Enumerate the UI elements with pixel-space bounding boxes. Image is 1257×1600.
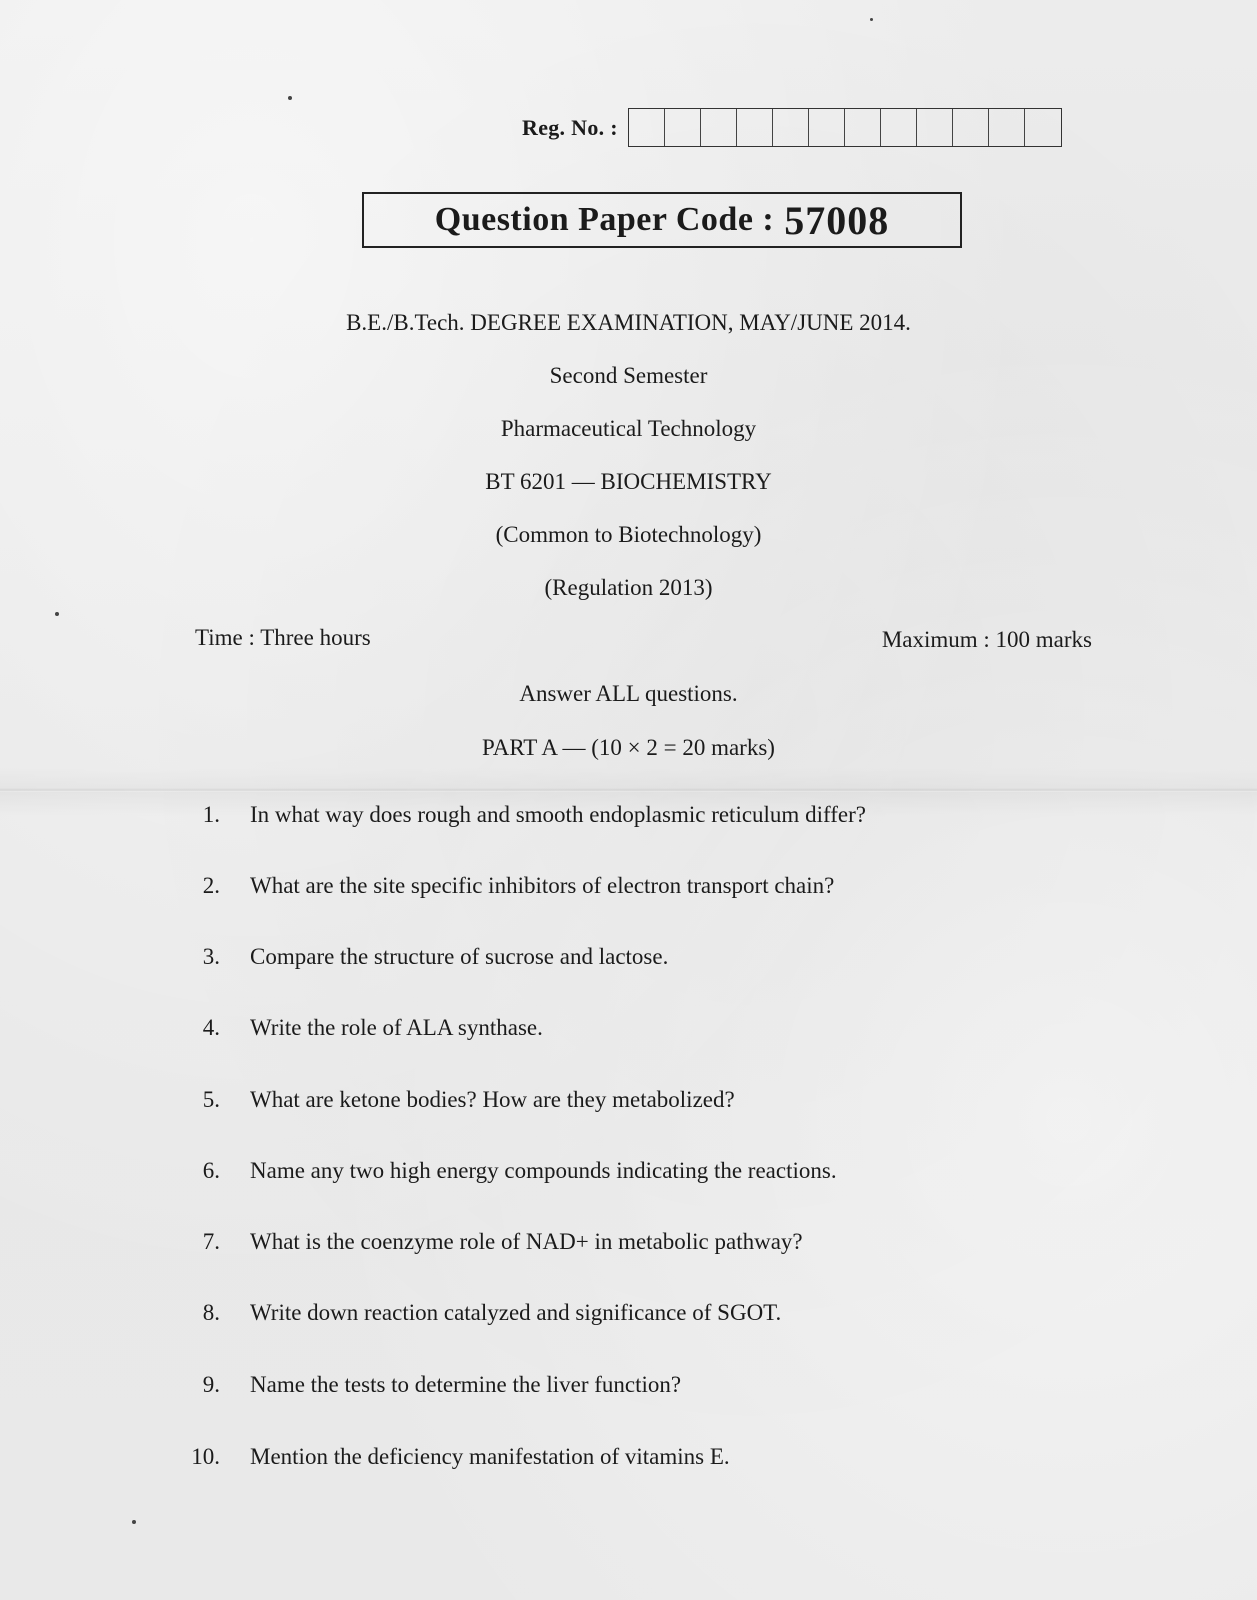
paper-code-label: Question Paper Code : — [434, 201, 775, 238]
question-item — [180, 1444, 1180, 1470]
question-text: In what way does rough and smooth endoplasmic reticulum differ? — [250, 802, 866, 827]
question-item — [180, 873, 1180, 899]
question-item — [180, 1087, 1180, 1113]
paper-speck — [870, 18, 873, 21]
registration-digit-box[interactable] — [701, 109, 737, 146]
department: Pharmaceutical Technology — [500, 416, 757, 441]
question-text: Name any two high energy compounds indicating the reactions. — [250, 1158, 837, 1183]
question-text: Write down reaction catalyzed and significance of SGOT. — [250, 1300, 782, 1325]
registration-label: Reg. No. : — [522, 114, 618, 140]
paper-code-value: 57008 — [784, 197, 890, 243]
question-number: 5. — [202, 1087, 220, 1112]
question-text: Name the tests to determine the liver function? — [250, 1372, 682, 1397]
question-item — [180, 1015, 1180, 1041]
question-text: What is the coenzyme role of NAD+ in metabolic pathway? — [250, 1229, 803, 1254]
semester: Second Semester — [549, 363, 708, 388]
question-number: 7. — [202, 1229, 220, 1254]
question-paper-code-box — [362, 192, 962, 248]
question-number: 8. — [202, 1300, 220, 1325]
exam-title: B.E./B.Tech. DEGREE EXAMINATION, MAY/JUNE 2014. — [346, 310, 911, 335]
registration-digit-box[interactable] — [917, 109, 953, 146]
registration-digit-box[interactable] — [629, 109, 665, 146]
registration-digit-box[interactable] — [881, 109, 917, 146]
paper-speck — [288, 96, 292, 100]
paper-fold-crease — [0, 788, 1257, 792]
part-a-heading: PART A — (10 × 2 = 20 marks) — [482, 735, 775, 760]
question-text: Mention the deficiency manifestation of vitamins E. — [250, 1444, 730, 1469]
registration-digit-box[interactable] — [1025, 109, 1061, 146]
instruction: Answer ALL questions. — [519, 681, 738, 706]
registration-digit-box[interactable] — [953, 109, 989, 146]
question-item — [180, 1300, 1180, 1326]
registration-boxes — [628, 108, 1062, 147]
paper-speck — [132, 1520, 136, 1524]
question-text: What are ketone bodies? How are they metabolized? — [250, 1087, 735, 1112]
registration-digit-box[interactable] — [665, 109, 701, 146]
exam-duration: Time : Three hours — [195, 625, 371, 650]
question-number: 10. — [191, 1444, 220, 1469]
question-item — [180, 944, 1180, 970]
registration-number — [522, 108, 1062, 147]
registration-digit-box[interactable] — [773, 109, 809, 146]
question-item — [180, 1158, 1180, 1184]
registration-digit-box[interactable] — [737, 109, 773, 146]
question-number: 9. — [202, 1372, 220, 1397]
registration-digit-box[interactable] — [809, 109, 845, 146]
maximum-marks: Maximum : 100 marks — [881, 627, 1092, 652]
question-text: What are the site specific inhibitors of electron transport chain? — [250, 873, 835, 898]
question-item — [180, 802, 1180, 828]
question-number: 1. — [202, 802, 220, 827]
registration-digit-box[interactable] — [845, 109, 881, 146]
course-title: BT 6201 — BIOCHEMISTRY — [485, 469, 772, 494]
question-number: 3. — [202, 944, 220, 969]
question-number: 2. — [202, 873, 220, 898]
paper-speck — [55, 612, 59, 616]
question-item — [180, 1229, 1180, 1255]
registration-digit-box[interactable] — [989, 109, 1025, 146]
question-item — [180, 1372, 1180, 1398]
question-text: Write the role of ALA synthase. — [250, 1015, 543, 1040]
question-text: Compare the structure of sucrose and lactose. — [250, 944, 669, 969]
question-number: 4. — [202, 1015, 220, 1040]
common-to: (Common to Biotechnology) — [495, 522, 762, 547]
question-number: 6. — [202, 1158, 220, 1183]
regulation: (Regulation 2013) — [544, 575, 713, 600]
